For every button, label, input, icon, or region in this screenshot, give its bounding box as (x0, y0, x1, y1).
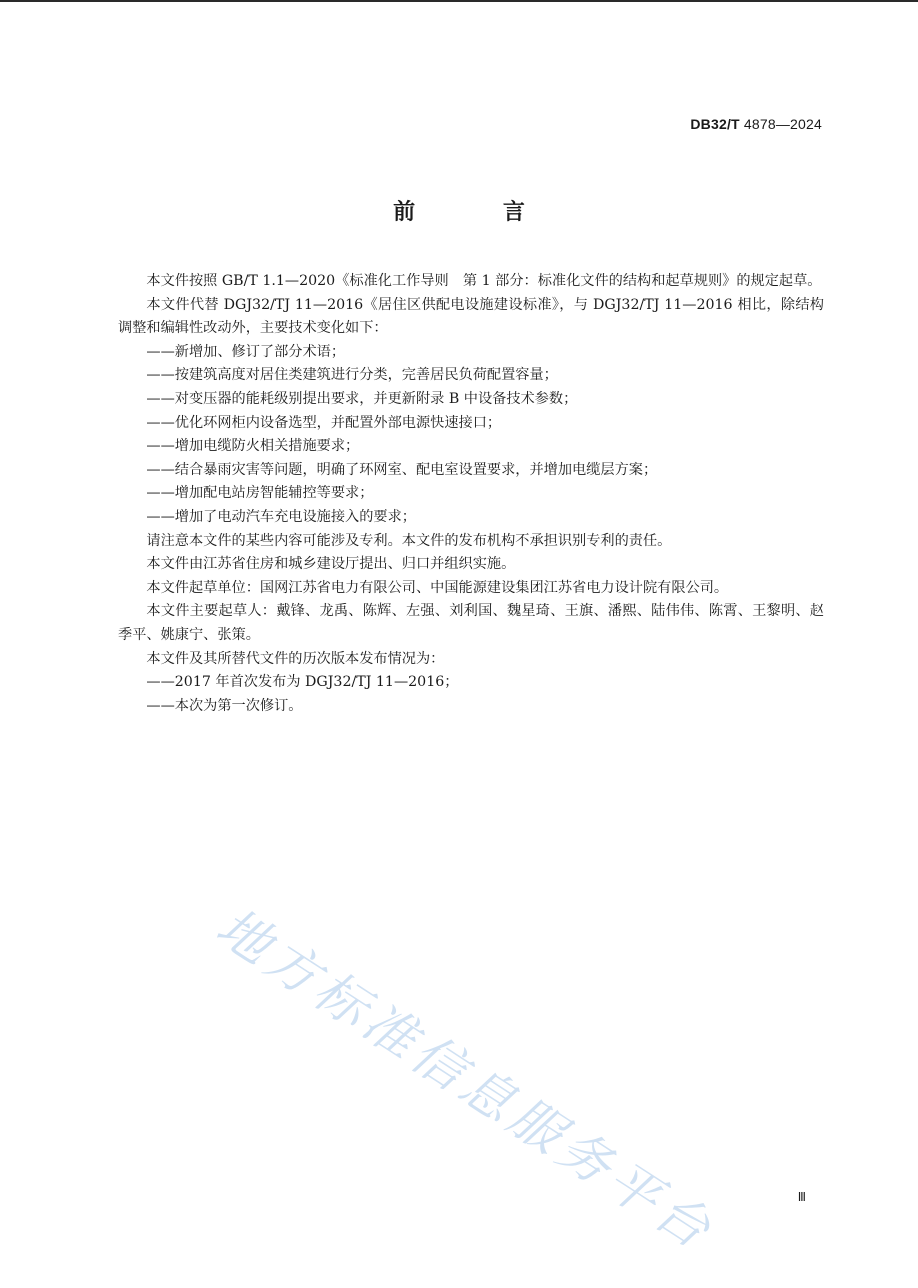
top-border-line (0, 0, 918, 2)
standard-code-number: 4878—2024 (743, 116, 822, 132)
change-list-item: ——结合暴雨灾害等问题，明确了环网室、配电室设置要求，并增加电缆层方案； (146, 461, 658, 478)
change-list-item: ——对变压器的能耗级别提出要求，并更新附录 B 中设备技术参数； (146, 390, 578, 407)
paragraph: 本文件主要起草人：戴锋、龙禹、陈辉、左强、刘利国、魏星琦、王旗、潘熙、陆伟伟、陈霄、王黎明、赵季平、姚康宁、张策。 (118, 603, 824, 643)
change-list-item: ——新增加、修订了部分术语； (146, 343, 346, 360)
page-number: Ⅲ (797, 1190, 806, 1204)
history-list-item: ——本次为第一次修订。 (146, 697, 303, 714)
page-title: 前 言 (393, 200, 565, 225)
standard-code (690, 116, 822, 132)
paragraph: 本文件由江苏省住房和城乡建设厅提出、归口并组织实施。 (146, 556, 516, 573)
change-list-item: ——优化环网柜内设备选型，并配置外部电源快速接口； (146, 414, 502, 431)
change-list-item: ——增加配电站房智能辅控等要求； (146, 485, 374, 502)
change-list-item: ——增加电缆防火相关措施要求； (146, 438, 360, 455)
paragraph: 请注意本文件的某些内容可能涉及专利。本文件的发布机构不承担识别专利的责任。 (146, 532, 672, 549)
paragraph: 本文件起草单位：国网江苏省电力有限公司、中国能源建设集团江苏省电力设计院有限公司。 (146, 579, 729, 596)
standard-code-prefix: DB32/T (690, 116, 740, 132)
change-list-item: ——增加了电动汽车充电设施接入的要求； (146, 508, 416, 525)
history-list-item: ——2017 年首次发布为 DGJ32/TJ 11—2016； (146, 674, 459, 691)
foreword-body (118, 270, 824, 718)
paragraph: 本文件按照 GB/T 1.1—2020《标准化工作导则 第 1 部分：标准化文件的结构和起草规则》的规定起草。 (146, 273, 822, 289)
watermark: 地方标准信息服务平台 (205, 896, 725, 1264)
paragraph: 本文件及其所替代文件的历次版本发布情况为： (146, 650, 445, 667)
change-list-item: ——按建筑高度对居住类建筑进行分类，完善居民负荷配置容量； (146, 367, 558, 384)
paragraph: 本文件代替 DGJ32/TJ 11—2016《居住区供配电设施建设标准》，与 DGJ32/TJ 11—2016 相比，除结构调整和编辑性改动外，主要技术变化如下： (118, 296, 824, 337)
